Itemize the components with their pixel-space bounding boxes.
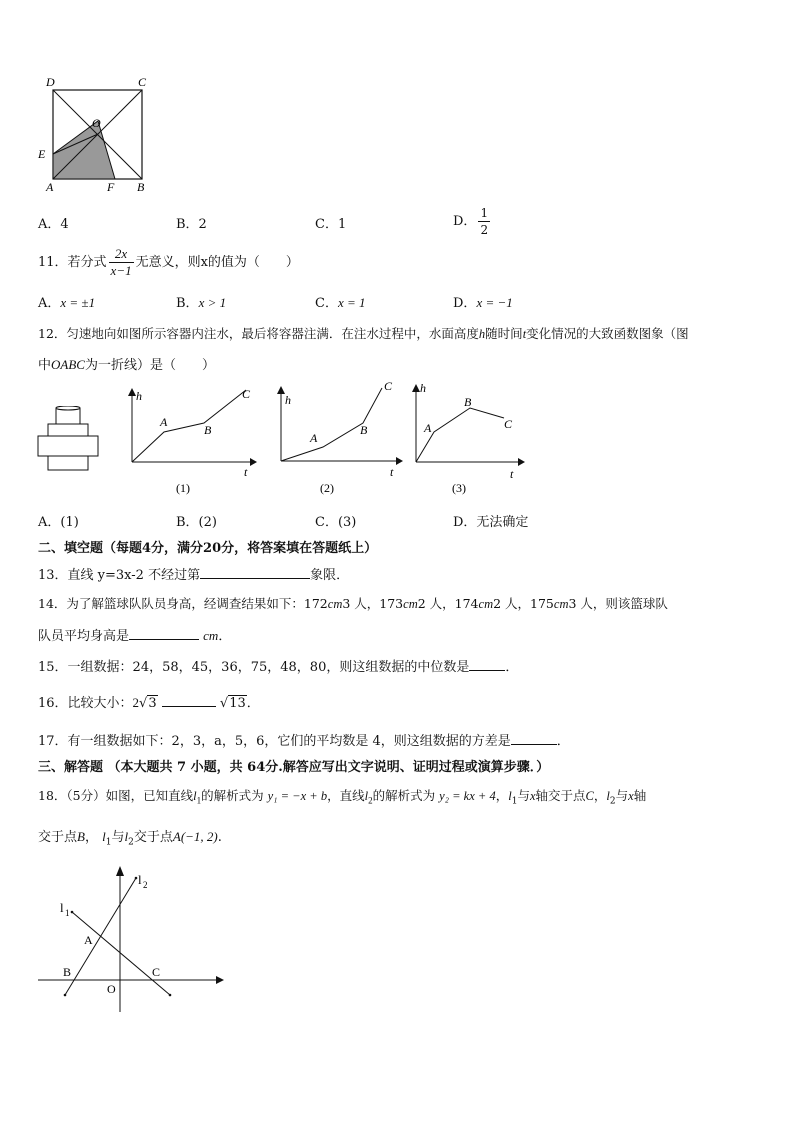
q12-option-c: C．(3) xyxy=(315,515,357,530)
q12-stem-line1: 12．匀速地向如图所示容器内注水，最后将容器注满．在注水过程中，水面高度h随时间t变化情况的大致函数图象（图 xyxy=(38,326,689,341)
lines-figure xyxy=(30,862,230,1022)
q14-line2: 队员平均身高是 cm． xyxy=(38,628,232,644)
q13: 13．直线 y=3x-2 不经过第 象限． xyxy=(38,568,350,583)
graph2-point-a: A xyxy=(310,431,318,445)
graph2-caption: (2) xyxy=(320,481,334,495)
label-l2: l xyxy=(138,872,142,887)
section-2-heading: 二、填空题（每题4分，满分20分，将答案填在答题纸上） xyxy=(38,541,378,556)
graph1-axis-t: t xyxy=(244,465,248,479)
q11-option-b: B．x > 1 xyxy=(176,295,227,311)
graph1-point-b: B xyxy=(204,423,212,437)
graph3-point-b: B xyxy=(464,395,472,409)
q11-option-d: D．x = −1 xyxy=(453,295,513,311)
graph2-point-b: B xyxy=(360,423,368,437)
q12-option-a: A．(1) xyxy=(38,515,79,530)
graph3-axis-h: h xyxy=(420,381,426,395)
q18-line1: 18．（5分）如图，已知直线$l_1$的解析式为 y₁ = −x + b，直线$l_2$的解析式为 y₂ = kx + 4，$l_1$与x轴交于点C，$l_2$与x轴 xyxy=(38,788,647,807)
label-c: C xyxy=(152,965,161,979)
label-l2-sub: 2 xyxy=(143,880,148,890)
label-o: O xyxy=(107,982,116,996)
q15: 15．一组数据：24，58，45，36，75，48，80，则这组数据的中位数是 ． xyxy=(38,660,519,675)
q18-line2: 交于点B， $l_1$与$l_2$交于点A(−1, 2). xyxy=(38,829,222,848)
q10-option-c: C．1 xyxy=(315,217,347,232)
graph3-caption: (3) xyxy=(452,481,466,495)
graph2-point-c: C xyxy=(384,380,393,393)
graph3-axis-t: t xyxy=(510,467,514,481)
q16: 16．比较大小：2√3 √13． xyxy=(38,695,260,711)
label-f: F xyxy=(107,180,115,194)
graph-1 xyxy=(118,386,258,498)
graph2-axis-t: t xyxy=(390,465,394,479)
section-3-heading: 三、解答题 （本大题共 7 小题，共 64分.解答应写出文字说明、证明过程或演算步骤．） xyxy=(38,760,550,775)
label-b: B xyxy=(63,965,72,979)
q12-option-d: D．无法确定 xyxy=(453,515,529,530)
graph2-axis-h: h xyxy=(285,393,291,407)
graph3-point-c: C xyxy=(504,417,513,431)
label-o: O xyxy=(92,116,101,130)
graph1-caption: (1) xyxy=(176,481,190,495)
label-l1-sub: 1 xyxy=(65,908,70,918)
label-b: B xyxy=(137,180,145,194)
graph3-point-a: A xyxy=(424,421,432,435)
graph1-point-a: A xyxy=(160,415,168,429)
square-figure xyxy=(30,72,160,197)
q11-option-a: A．x = ±1 xyxy=(38,295,96,311)
q11-stem: 11．若分式 $\frac{2x}{x-1}$ 无意义，则x的值为（ ） xyxy=(38,246,299,278)
q12-stem-line2: 中OABC为一折线）是（ ） xyxy=(38,357,215,373)
q12-option-b: B．(2) xyxy=(176,515,217,530)
q14-line1: 14．为了解篮球队队员身高，经调查结果如下：172cm3 人，173cm2 人，174cm2 人，175cm3 人，则该篮球队 xyxy=(38,596,668,611)
label-a: A xyxy=(46,180,54,194)
label-c: C xyxy=(138,75,147,89)
q11-option-c: C．x = 1 xyxy=(315,295,366,311)
q17: 17．有一组数据如下：2，3，a，5，6，它们的平均数是 4，则这组数据的方差是 ． xyxy=(38,734,570,749)
q10-option-a: A．4 xyxy=(38,217,69,232)
graph-3 xyxy=(402,378,526,498)
label-e: E xyxy=(38,147,46,161)
label-l1: l xyxy=(60,900,64,915)
q10-option-d: D． $\frac{1}{2}$ xyxy=(453,206,489,237)
container-figure xyxy=(34,406,102,476)
label-d: D xyxy=(46,75,55,89)
label-a: A xyxy=(84,933,93,947)
q10-option-b: B．2 xyxy=(176,217,207,232)
graph-2 xyxy=(268,380,404,498)
graph1-point-c: C xyxy=(242,387,251,401)
graph1-axis-h: h xyxy=(136,389,142,403)
